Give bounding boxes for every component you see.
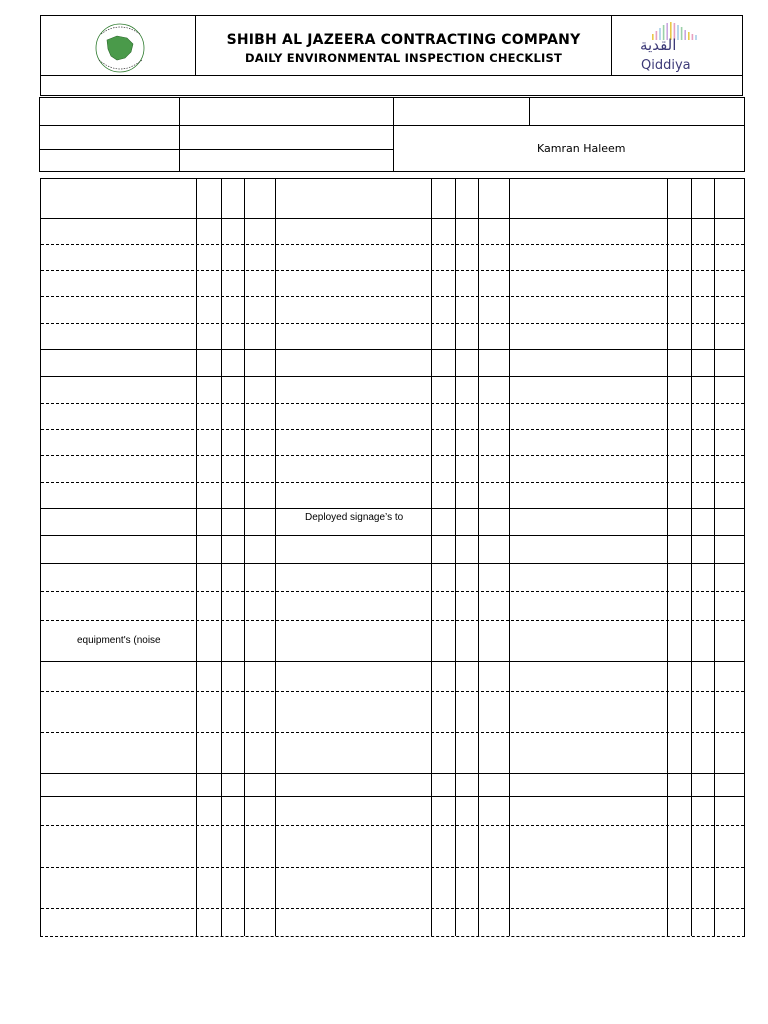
grid-column-line bbox=[221, 179, 222, 936]
info-divider-2 bbox=[393, 98, 394, 171]
qiddiya-bar bbox=[681, 27, 683, 40]
company-name: SHIBH AL JAZEERA CONTRACTING COMPANY bbox=[226, 32, 581, 48]
header-titles bbox=[196, 16, 611, 75]
grid-row-line bbox=[41, 825, 744, 826]
qiddiya-bar bbox=[695, 35, 697, 40]
grid-column-line bbox=[196, 179, 197, 936]
client-logo-cell bbox=[611, 16, 742, 75]
inspection-info-table bbox=[39, 97, 745, 172]
grid-column-line bbox=[667, 179, 668, 936]
grid-row-line bbox=[41, 620, 744, 621]
grid-column-line bbox=[275, 179, 276, 936]
signage-item-text: Deployed signage’s to bbox=[305, 512, 404, 523]
info-row-line-2 bbox=[40, 149, 393, 150]
grid-column-line bbox=[509, 179, 510, 936]
grid-row-line bbox=[41, 563, 744, 564]
grid-row-line bbox=[41, 323, 744, 324]
grid-row-line bbox=[41, 773, 744, 774]
grid-column-line bbox=[431, 179, 432, 936]
info-divider-1 bbox=[179, 98, 180, 171]
grid-row-line bbox=[41, 508, 744, 509]
qiddiya-bar bbox=[684, 30, 686, 40]
qiddiya-logo-latin: Qiddiya bbox=[641, 58, 691, 73]
info-divider-3 bbox=[529, 98, 530, 125]
qiddiya-bars-icon bbox=[612, 20, 743, 40]
document-title: DAILY ENVIRONMENTAL INSPECTION CHECKLIST bbox=[244, 51, 563, 65]
grid-row-line bbox=[41, 867, 744, 868]
equipment-item-text: equipment's (noise bbox=[77, 635, 161, 646]
qiddiya-bar bbox=[677, 25, 679, 40]
company-logo-cell bbox=[41, 16, 196, 75]
grid-row-line bbox=[41, 796, 744, 797]
company-seal-logo bbox=[41, 16, 196, 77]
info-row-line-1 bbox=[40, 125, 744, 126]
qiddiya-logo-arabic: القدية bbox=[640, 36, 677, 54]
grid-row-line bbox=[41, 429, 744, 430]
grid-row-line bbox=[41, 591, 744, 592]
grid-row-line bbox=[41, 691, 744, 692]
grid-row-line bbox=[41, 218, 744, 219]
qiddiya-bar bbox=[688, 32, 690, 40]
grid-row-line bbox=[41, 482, 744, 483]
grid-column-line bbox=[478, 179, 479, 936]
grid-column-line bbox=[691, 179, 692, 936]
grid-row-line bbox=[41, 376, 744, 377]
grid-column-line bbox=[455, 179, 456, 936]
grid-row-line bbox=[41, 661, 744, 662]
grid-row-line bbox=[41, 244, 744, 245]
inspector-name: Kamran Haleem bbox=[537, 142, 626, 155]
grid-row-line bbox=[41, 535, 744, 536]
document-header bbox=[40, 15, 743, 76]
grid-row-line bbox=[41, 732, 744, 733]
header-blank-strip bbox=[40, 76, 743, 96]
grid-row-line bbox=[41, 349, 744, 350]
grid-column-line bbox=[714, 179, 715, 936]
grid-row-line bbox=[41, 908, 744, 909]
grid-row-line bbox=[41, 455, 744, 456]
inspection-checklist-grid bbox=[40, 178, 745, 937]
grid-column-line bbox=[244, 179, 245, 936]
grid-row-line bbox=[41, 296, 744, 297]
qiddiya-bar bbox=[692, 34, 694, 40]
grid-row-line bbox=[41, 270, 744, 271]
grid-row-line bbox=[41, 403, 744, 404]
